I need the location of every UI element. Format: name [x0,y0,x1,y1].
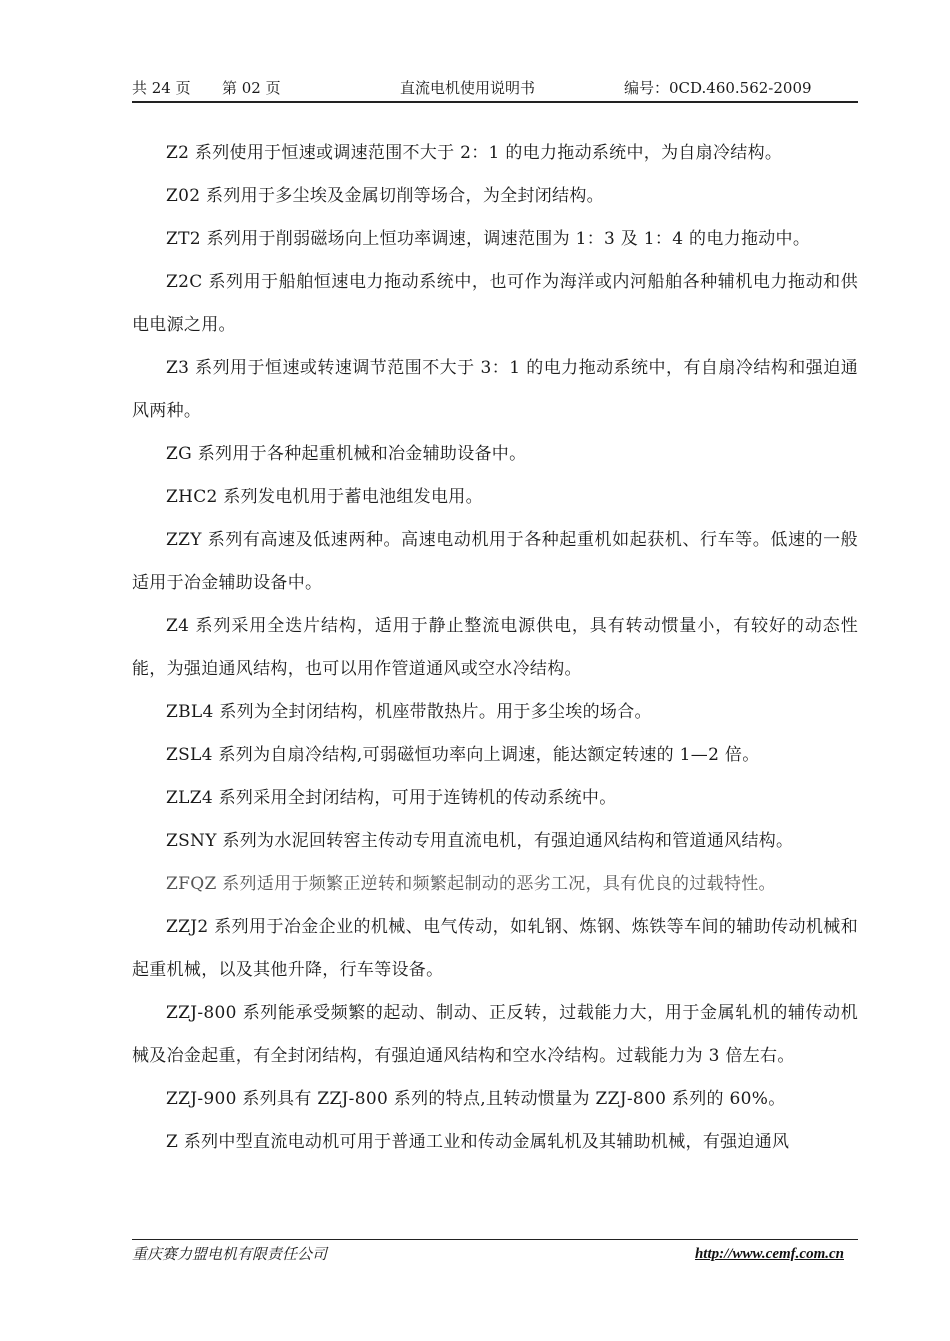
total-pages: 共 24 页 [132,79,191,97]
document-code: 编号：0CD.460.562-2009 [624,79,812,97]
paragraph-zlz4: ZLZ4 系列采用全封闭结构，可用于连铸机的传动系统中。 [166,788,617,808]
header-divider [132,101,858,103]
paragraph-zt2: ZT2 系列用于削弱磁场向上恒功率调速，调速范围为 1：3 及 1：4 的电力拖动中。 [166,229,811,249]
paragraph-zzj-800: ZZJ-800 系列能承受频繁的起动、制动、正反转，过载能力大，用于金属轧机的辅传动机械及冶金起重，有全封闭结构，有强迫通风结构和空水冷结构。过载能力为 3 倍左右。 [132,1003,858,1066]
paragraph-zg: ZG 系列用于各种起重机械和冶金辅助设备中。 [166,444,527,464]
paragraph-z2c: Z2C 系列用于船舶恒速电力拖动系统中，也可作为海洋或内河船舶各种辅机电力拖动和供电电源之用。 [132,272,858,335]
paragraph-zsl4: ZSL4 系列为自扇冷结构,可弱磁恒功率向上调速，能达额定转速的 1—2 倍。 [166,745,760,765]
paragraph-zhc2: ZHC2 系列发电机用于蓄电池组发电用。 [166,487,483,507]
page-number: 第 02 页 [222,79,281,97]
paragraph-zzj2: ZZJ2 系列用于冶金企业的机械、电气传动，如轧钢、炼钢、炼铁等车间的辅助传动机械和起重机械，以及其他升降，行车等设备。 [132,917,858,980]
paragraph-z4: Z4 系列采用全迭片结构，适用于静止整流电源供电，具有转动惯量小，有较好的动态性能，为强迫通风结构，也可以用作管道通风或空水冷结构。 [132,616,858,679]
page-footer [132,1242,858,1266]
paragraph-zzj-900: ZZJ-900 系列具有 ZZJ-800 系列的特点,且转动惯量为 ZZJ-800 系列的 60%。 [166,1089,786,1109]
paragraph-zfqz: ZFQZ 系列适用于频繁正逆转和频繁起制动的恶劣工况，具有优良的过载特性。 [166,874,776,894]
paragraph-z3: Z3 系列用于恒速或转速调节范围不大于 3：1 的电力拖动系统中，有自扇冷结构和强迫通风两种。 [132,358,858,421]
paragraph-zzy: ZZY 系列有高速及低速两种。高速电动机用于各种起重机如起获机、行车等。低速的一般适用于冶金辅助设备中。 [132,530,858,593]
paragraph-zbl4: ZBL4 系列为全封闭结构，机座带散热片。用于多尘埃的场合。 [166,702,652,722]
document-body [132,132,858,1164]
company-name: 重庆赛力盟电机有限责任公司 [132,1245,328,1263]
company-website-link[interactable]: http://www.cemf.com.cn [694,1246,844,1262]
paragraph-zsny: ZSNY 系列为水泥回转窖主传动专用直流电机，有强迫通风结构和管道通风结构。 [166,831,794,851]
paragraph-z2: Z2 系列使用于恒速或调速范围不大于 2：1 的电力拖动系统中，为自扇冷结构。 [166,143,783,163]
paragraph-z-medium: Z 系列中型直流电动机可用于普通工业和传动金属轧机及其辅助机械，有强迫通风 [166,1132,790,1152]
paragraph-z02: Z02 系列用于多尘埃及金属切削等场合，为全封闭结构。 [166,186,604,206]
page-header [132,76,858,100]
footer-divider [132,1239,858,1240]
document-title: 直流电机使用说明书 [400,79,536,97]
